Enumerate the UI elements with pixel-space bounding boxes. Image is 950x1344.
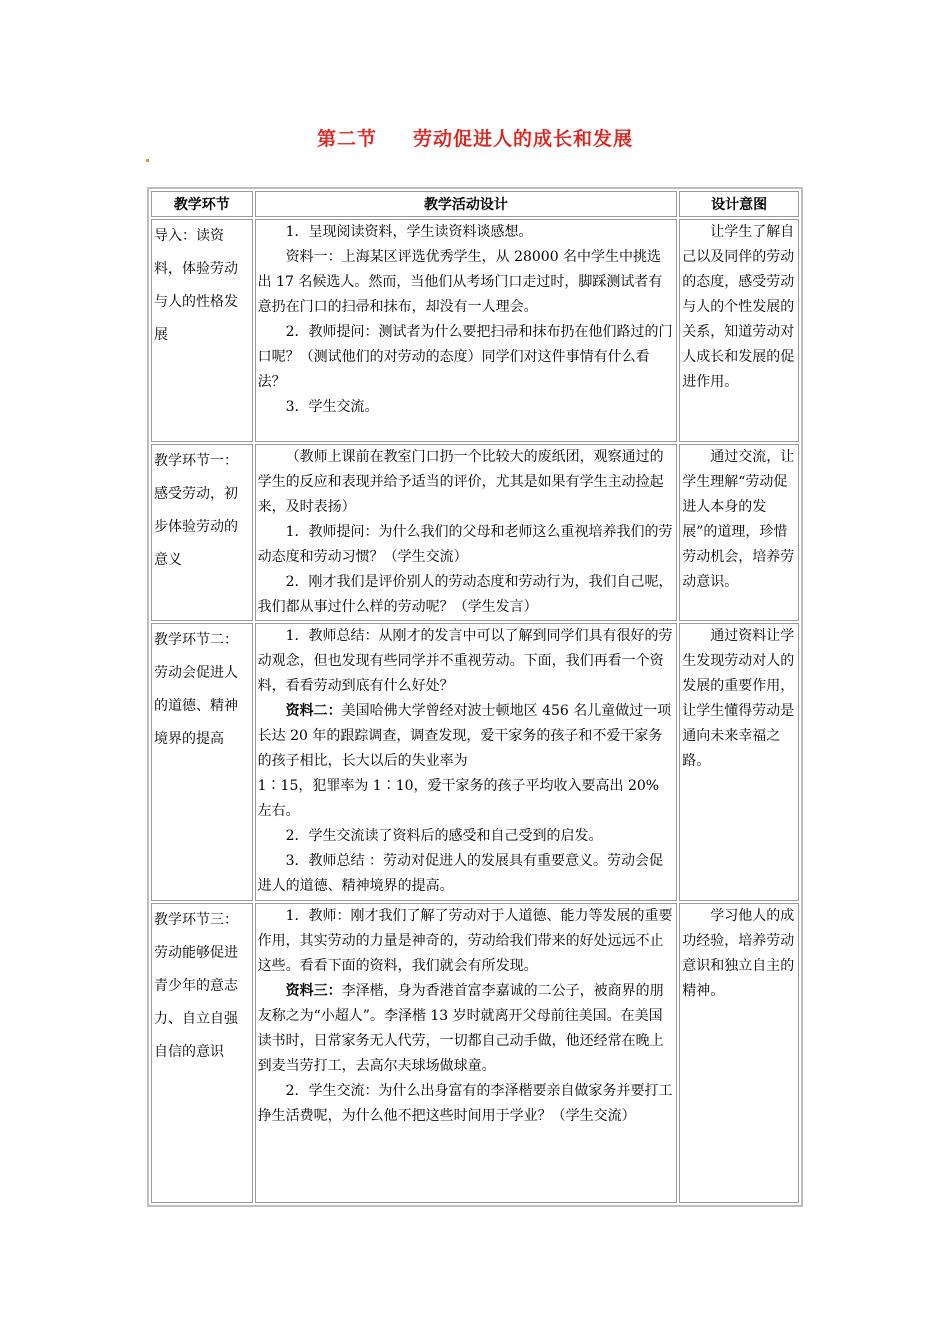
intent-cell: 通过交流，让学生理解“劳动促进人本身的发展”的道理，珍惜劳动机会，培养劳动意识。 <box>679 444 799 621</box>
section-number: 第二节 <box>316 128 377 150</box>
table-row <box>151 444 799 621</box>
table-row <box>151 903 799 1203</box>
stage-cell: 教学环节二：劳动会促进人的道德、精神境界的提高 <box>151 623 253 901</box>
lesson-plan-table <box>147 187 803 1207</box>
table-row <box>151 219 799 442</box>
activity-cell: （教师上课前在教室门口扔一个比较大的废纸团，观察通过的学生的反应和表现并给予适当的评价，尤其是如果有学生主动捡起来，及时表扬） 1．教师提问：为什么我们的父母和老师这么重视培养我们的劳动态度和劳动习惯？（学生交流） 2．刚才我们是评价别人的劳动态度和劳动行为，我们自己呢，我们都从事过什么样的劳动呢？（学生发言） <box>255 444 678 621</box>
material-label: 资料三： <box>285 983 342 999</box>
page-title <box>0 124 950 151</box>
section-title: 劳动促进人的成长和发展 <box>413 128 634 150</box>
header-intent: 设计意图 <box>679 191 799 217</box>
decorative-dot <box>146 159 149 162</box>
header-activity: 教学活动设计 <box>255 191 678 217</box>
activity-cell: 1．教师：刚才我们了解了劳动对于人道德、能力等发展的重要作用，其实劳动的力量是神奇的，劳动给我们带来的好处远远不止这些。看看下面的资料，我们就会有所发现。 资料三：李泽楷，身为香港首富李嘉诚的二公子，被商界的朋友称之为“小超人”。李泽楷 13 岁时就离开父母前往美国。在美国读书时，日常家务无人代劳，一切都自己动手做，他还经常在晚上到麦当劳打工，去高尔夫球场做球童。 2．学生交流：为什么出身富有的李泽楷要亲自做家务并要打工挣生活费呢，为什么他不把这些时间用于学业？（学生交流） <box>255 903 678 1203</box>
table-row <box>151 623 799 901</box>
activity-cell: 1．教师总结：从刚才的发言中可以了解到同学们具有很好的劳动观念，但也发现有些同学并不重视劳动。下面，我们再看一个资料，看看劳动到底有什么好处？ 资料二：美国哈佛大学曾经对波士顿地区 456 名儿童做过一项长达 20 年的跟踪调查，调查发现，爱干家务的孩子和不爱干家务的孩子相比，长大以后的失业率为 1∶15，犯罪率为 1∶10，爱干家务的孩子平均收入要高出 20% 左右。 2．学生交流读了资料后的感受和自己受到的启发。 3．教师总结 ：劳动对促进人的发展具有重要意义。劳动会促进人的道德、精神境界的提高。 <box>255 623 678 901</box>
stage-cell: 教学环节一：感受劳动，初步体验劳动的意义 <box>151 444 253 621</box>
table-header-row <box>151 191 799 217</box>
stage-cell: 教学环节三：劳动能够促进青少年的意志力、自立自强自信的意识 <box>151 903 253 1203</box>
intent-cell: 通过资料让学生发现劳动对人的发展的重要作用，让学生懂得劳动是通向未来幸福之路。 <box>679 623 799 901</box>
material-label: 资料二： <box>285 703 342 719</box>
intent-cell: 让学生了解自己以及同伴的劳动的态度，感受劳动与人的个性发展的关系，知道劳动对人成长和发展的促进作用。 <box>679 219 799 442</box>
intent-cell: 学习他人的成功经验，培养劳动意识和独立自主的精神。 <box>679 903 799 1203</box>
stage-cell: 导入：读资料，体验劳动与人的性格发展 <box>151 219 253 442</box>
header-stage: 教学环节 <box>151 191 253 217</box>
activity-cell: 1．呈现阅读资料，学生读资料谈感想。 资料一：上海某区评选优秀学生，从 28000 名中学生中挑选出 17 名候选人。然而，当他们从考场门口走过时，脚踩测试者有意扔在门口的扫帚和抹布，却没有一人理会。 2．教师提问：测试者为什么要把扫帚和抹布扔在他们路过的门口呢？（测试他们的对劳动的态度）同学们对这件事情有什么看法？ 3．学生交流。 <box>255 219 678 442</box>
